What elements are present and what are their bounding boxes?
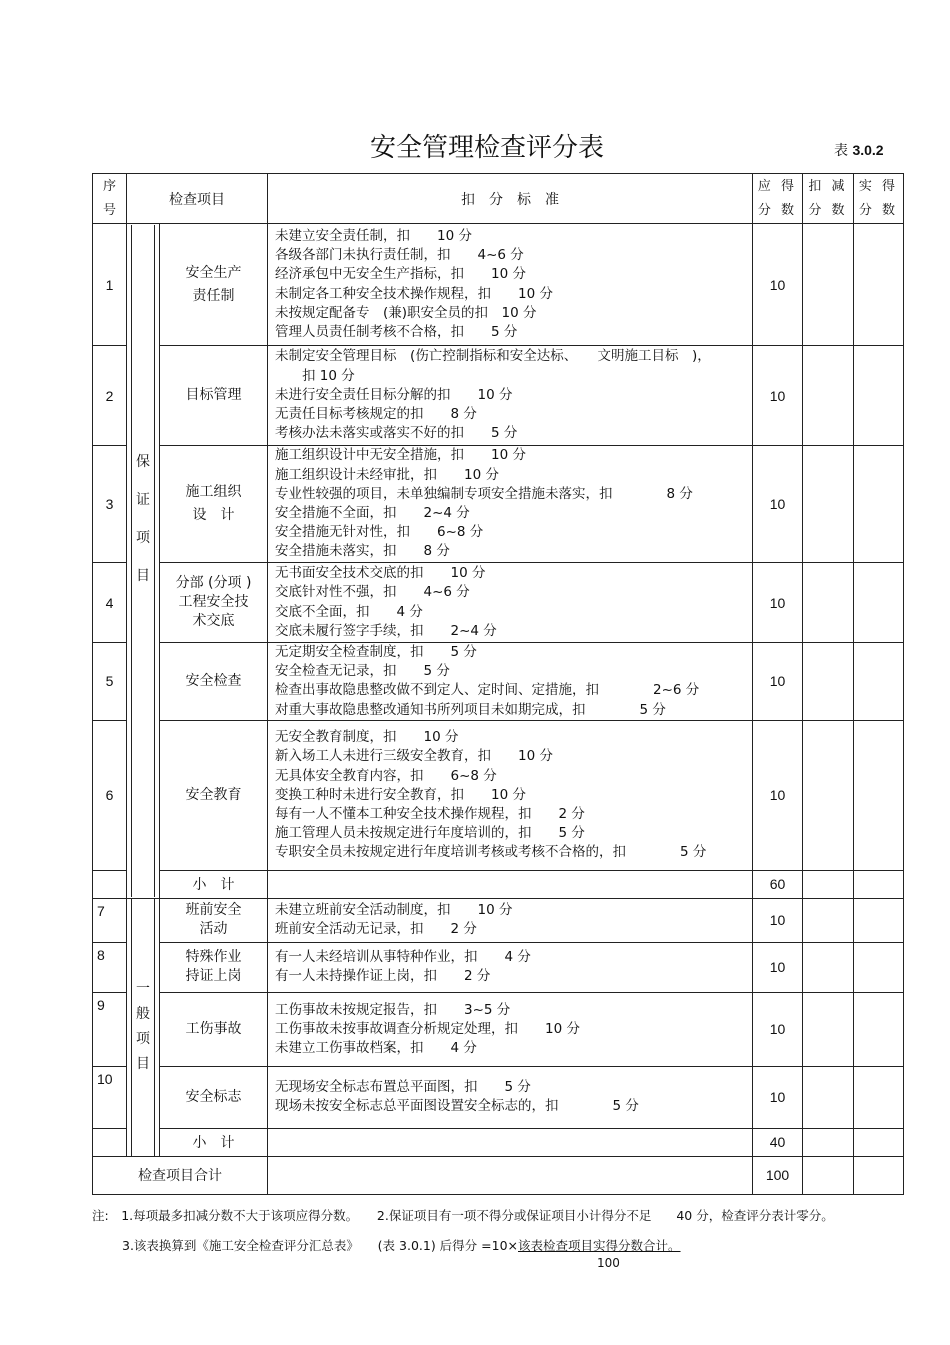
header-deduct-bottom: 分 数 xyxy=(808,202,848,218)
header-seq-bottom: 号 xyxy=(102,202,116,218)
check-item xyxy=(160,446,268,563)
criteria-cell xyxy=(268,992,753,1066)
row-number: 7 xyxy=(93,898,127,942)
due-score: 10 xyxy=(753,720,803,870)
header-item: 检查项目 xyxy=(127,174,268,224)
table-row xyxy=(93,643,904,721)
actual-score-cell[interactable] xyxy=(854,942,904,992)
header-criteria: 扣 分 标 准 xyxy=(268,174,753,224)
actual-score-cell[interactable] xyxy=(854,1128,904,1156)
group-guarantee-char: 保 xyxy=(136,453,150,470)
actual-score-cell[interactable] xyxy=(854,1156,904,1194)
row-number-empty xyxy=(93,1128,127,1156)
header-actual xyxy=(854,174,904,224)
check-item-line: 特殊作业 xyxy=(185,949,242,966)
check-item xyxy=(160,224,268,346)
row-number: 5 xyxy=(93,643,127,721)
criteria-line: 安全措施不全面，扣 2~4 分 xyxy=(275,505,470,521)
criteria-line: 安全措施无针对性，扣 6~8 分 xyxy=(275,524,484,541)
deduct-score-cell[interactable] xyxy=(803,992,854,1066)
table-row xyxy=(93,563,904,643)
actual-score-cell[interactable] xyxy=(854,224,904,346)
check-item-line: 责任制 xyxy=(192,287,235,304)
table-number xyxy=(834,140,884,160)
header-seq xyxy=(93,174,127,224)
criteria-line: 对重大事故隐患整改通知书所列项目未如期完成，扣 5 分 xyxy=(275,701,666,718)
table-number-value: 3.0.2 xyxy=(852,142,884,158)
deduct-score-cell[interactable] xyxy=(803,446,854,563)
group-guarantee-char: 目 xyxy=(136,567,150,584)
due-score: 10 xyxy=(753,224,803,346)
criteria-line: 有一人未持操作证上岗，扣 2 分 xyxy=(275,968,491,985)
total-score: 100 xyxy=(753,1156,803,1194)
criteria-line: 未按规定配备专 (兼)职安全员的扣 10 分 xyxy=(275,304,537,321)
check-item-line: 安全标志 xyxy=(185,1088,242,1105)
header-due-bottom: 分 数 xyxy=(757,202,798,218)
note-line-2-text: 3.该表换算到《施工安全检查评分汇总表》 (表 3.0.1) 后得分 =10× xyxy=(122,1238,519,1253)
total-row xyxy=(93,1156,904,1194)
criteria-line: 无安全教育制度，扣 10 分 xyxy=(275,729,459,746)
actual-score-cell[interactable] xyxy=(854,446,904,563)
criteria-line: 新入场工人未进行三级安全教育，扣 10 分 xyxy=(275,748,553,765)
criteria-line: 专职安全员未按规定进行年度培训考核或考核不合格的，扣 5 分 xyxy=(275,844,707,861)
deduct-score-cell[interactable] xyxy=(803,942,854,992)
row-number: 8 xyxy=(93,942,127,992)
check-item-line: 工程安全技 xyxy=(178,594,249,610)
criteria-line: 无定期安全检查制度，扣 5 分 xyxy=(275,644,477,660)
subtotal-score: 60 xyxy=(753,870,803,898)
due-score: 10 xyxy=(753,1066,803,1128)
check-item-line: 分部 (分项 ) xyxy=(175,575,252,591)
criteria-cell xyxy=(268,224,753,346)
table-row xyxy=(93,346,904,446)
criteria-line: 无现场安全标志布置总平面图，扣 5 分 xyxy=(275,1079,531,1096)
check-item xyxy=(160,643,268,721)
check-item-line: 活动 xyxy=(199,921,228,938)
group-general-char: 项 xyxy=(136,1030,150,1047)
row-number: 10 xyxy=(93,1066,127,1128)
criteria-line: 变换工种时未进行安全教育，扣 10 分 xyxy=(275,786,526,803)
criteria-cell-empty xyxy=(268,1156,753,1194)
header-due-top: 应 得 xyxy=(757,178,798,194)
due-score: 10 xyxy=(753,446,803,563)
criteria-line: 施工组织设计中无安全措施，扣 10 分 xyxy=(275,447,526,464)
deduct-score-cell[interactable] xyxy=(803,898,854,942)
criteria-line: 考核办法未落实或落实不好的扣 5 分 xyxy=(275,425,518,442)
actual-score-cell[interactable] xyxy=(854,643,904,721)
due-score: 10 xyxy=(753,942,803,992)
check-item-line: 术交底 xyxy=(192,613,235,629)
subtotal-score: 40 xyxy=(753,1128,803,1156)
row-number: 1 xyxy=(93,224,127,346)
group-general xyxy=(127,898,160,1156)
check-item xyxy=(160,1066,268,1128)
group-general-char: 般 xyxy=(136,1005,150,1022)
table-row xyxy=(93,1066,904,1128)
deduct-score-cell[interactable] xyxy=(803,1156,854,1194)
table-number-prefix: 表 xyxy=(834,143,853,159)
row-number: 4 xyxy=(93,563,127,643)
criteria-line: 班前安全活动无记录，扣 2 分 xyxy=(275,921,477,938)
subtotal-label: 小 计 xyxy=(160,870,268,898)
criteria-line: 专业性较强的项目，未单独编制专项安全措施未落实，扣 8 分 xyxy=(275,485,693,502)
note-line-2-underlined: 该表检查项目实得分数合计。 xyxy=(518,1238,681,1253)
criteria-cell xyxy=(268,1066,753,1128)
criteria-line: 未进行安全责任目标分解的扣 10 分 xyxy=(275,386,513,403)
header-actual-bottom: 分 数 xyxy=(858,202,899,218)
criteria-cell xyxy=(268,942,753,992)
criteria-cell xyxy=(268,720,753,870)
header-due xyxy=(753,174,803,224)
check-item xyxy=(160,720,268,870)
criteria-line: 工伤事故未按事故调查分析规定处理，扣 10 分 xyxy=(275,1020,580,1037)
table-row xyxy=(93,898,904,942)
table-row xyxy=(93,942,904,992)
criteria-line: 无书面安全技术交底的扣 10 分 xyxy=(275,565,486,582)
table-row xyxy=(93,446,904,563)
table-row xyxy=(93,224,904,346)
check-item-line: 安全检查 xyxy=(185,672,242,689)
criteria-cell xyxy=(268,446,753,563)
criteria-line: 现场未按安全标志总平面图设置安全标志的，扣 5 分 xyxy=(275,1098,639,1115)
actual-score-cell[interactable] xyxy=(854,898,904,942)
check-item xyxy=(160,992,268,1066)
actual-score-cell[interactable] xyxy=(854,720,904,870)
criteria-line: 施工管理人员未按规定进行年度培训的，扣 5 分 xyxy=(275,825,585,842)
criteria-line: 未建立工伤事故档案，扣 4 分 xyxy=(275,1039,477,1056)
actual-score-cell[interactable] xyxy=(854,563,904,643)
criteria-line: 施工组织设计未经审批，扣 10 分 xyxy=(275,466,499,483)
row-number: 9 xyxy=(93,992,127,1066)
header-seq-top: 序 xyxy=(102,178,116,194)
criteria-line: 安全检查无记录，扣 5 分 xyxy=(275,663,450,680)
criteria-line: 未制定安全管理目标 (伤亡控制指标和安全达标、 文明施工目标 )， xyxy=(275,348,711,365)
page-title: 安全管理检查评分表 xyxy=(370,133,605,163)
due-score: 10 xyxy=(753,898,803,942)
criteria-cell xyxy=(268,563,753,643)
group-guarantee-char: 项 xyxy=(136,529,150,546)
header-deduct xyxy=(803,174,854,224)
check-item-line: 施工组织 xyxy=(185,484,242,500)
criteria-line: 未建立班前安全活动制度，扣 10 分 xyxy=(275,902,513,919)
note-line-1: 注: 1.每项最多扣减分数不大于该项应得分数。 2.保证项目有一项不得分或保证项目小计得分不足 40 分，检查评分表计零分。 xyxy=(92,1208,834,1223)
row-number: 6 xyxy=(93,720,127,870)
criteria-line: 扣 10 分 xyxy=(275,367,355,384)
check-item xyxy=(160,898,268,942)
deduct-score-cell[interactable] xyxy=(803,1066,854,1128)
total-label: 检查项目合计 xyxy=(93,1156,268,1194)
deduct-score-cell[interactable] xyxy=(803,870,854,898)
check-item-line: 目标管理 xyxy=(185,387,242,403)
subtotal-label: 小 计 xyxy=(160,1128,268,1156)
deduct-score-cell[interactable] xyxy=(803,563,854,643)
criteria-line: 各级各部门未执行责任制，扣 4~6 分 xyxy=(275,247,524,264)
subtotal-row xyxy=(93,1128,904,1156)
note-line-2 xyxy=(122,1236,681,1254)
criteria-line: 未建立安全责任制，扣 10 分 xyxy=(275,227,472,244)
subtotal-row xyxy=(93,870,904,898)
row-number: 2 xyxy=(93,346,127,446)
deduct-score-cell[interactable] xyxy=(803,643,854,721)
criteria-cell xyxy=(268,346,753,446)
criteria-cell-empty xyxy=(268,1128,753,1156)
actual-score-cell[interactable] xyxy=(854,870,904,898)
criteria-cell xyxy=(268,643,753,721)
criteria-line: 管理人员责任制考核不合格，扣 5 分 xyxy=(275,323,518,340)
criteria-line: 无具体安全教育内容，扣 6~8 分 xyxy=(275,767,497,784)
check-item xyxy=(160,346,268,446)
criteria-line: 交底不全面，扣 4 分 xyxy=(275,603,423,620)
check-item-line: 安全教育 xyxy=(185,786,242,803)
criteria-line: 交底针对性不强，扣 4~6 分 xyxy=(275,584,470,601)
deduct-score-cell[interactable] xyxy=(803,720,854,870)
check-item xyxy=(160,563,268,643)
actual-score-cell[interactable] xyxy=(854,346,904,446)
header-actual-top: 实 得 xyxy=(858,178,899,194)
criteria-line: 检查出事故隐患整改做不到定人、定时间、定措施，扣 2~6 分 xyxy=(275,682,700,699)
deduct-score-cell[interactable] xyxy=(803,224,854,346)
deduct-score-cell[interactable] xyxy=(803,346,854,446)
check-item-line: 工伤事故 xyxy=(185,1020,242,1037)
row-number: 3 xyxy=(93,446,127,563)
criteria-line: 工伤事故未按规定报告，扣 3~5 分 xyxy=(275,1001,511,1018)
check-item-line: 安全生产 xyxy=(185,264,242,281)
header-row xyxy=(93,174,904,224)
criteria-line: 交底未履行签字手续，扣 2~4 分 xyxy=(275,622,497,639)
row-number-empty xyxy=(93,870,127,898)
criteria-line: 经济承包中无安全生产指标，扣 10 分 xyxy=(275,266,526,283)
note-denominator: 100 xyxy=(597,1256,620,1270)
check-item-line: 设 计 xyxy=(192,507,235,523)
criteria-cell xyxy=(268,898,753,942)
group-general-char: 目 xyxy=(136,1055,150,1072)
group-general-char: 一 xyxy=(136,980,150,997)
table-row xyxy=(93,992,904,1066)
actual-score-cell[interactable] xyxy=(854,992,904,1066)
criteria-line: 未制定各工种安全技术操作规程，扣 10 分 xyxy=(275,285,553,302)
criteria-line: 无责任目标考核规定的扣 8 分 xyxy=(275,406,477,423)
actual-score-cell[interactable] xyxy=(854,1066,904,1128)
score-table xyxy=(92,173,904,1195)
group-guarantee-char: 证 xyxy=(136,491,150,508)
due-score: 10 xyxy=(753,992,803,1066)
criteria-line: 安全措施未落实，扣 8 分 xyxy=(275,543,450,560)
group-guarantee xyxy=(127,224,160,899)
due-score: 10 xyxy=(753,563,803,643)
due-score: 10 xyxy=(753,346,803,446)
table-row xyxy=(93,720,904,870)
header-deduct-top: 扣 减 xyxy=(808,178,848,194)
check-item-line: 持证上岗 xyxy=(185,968,242,985)
deduct-score-cell[interactable] xyxy=(803,1128,854,1156)
check-item-line: 班前安全 xyxy=(185,902,242,919)
criteria-line: 每有一人不懂本工种安全技术操作规程，扣 2 分 xyxy=(275,805,585,822)
due-score: 10 xyxy=(753,643,803,721)
criteria-cell-empty xyxy=(268,870,753,898)
check-item xyxy=(160,942,268,992)
criteria-line: 有一人未经培训从事特种作业，扣 4 分 xyxy=(275,949,531,966)
